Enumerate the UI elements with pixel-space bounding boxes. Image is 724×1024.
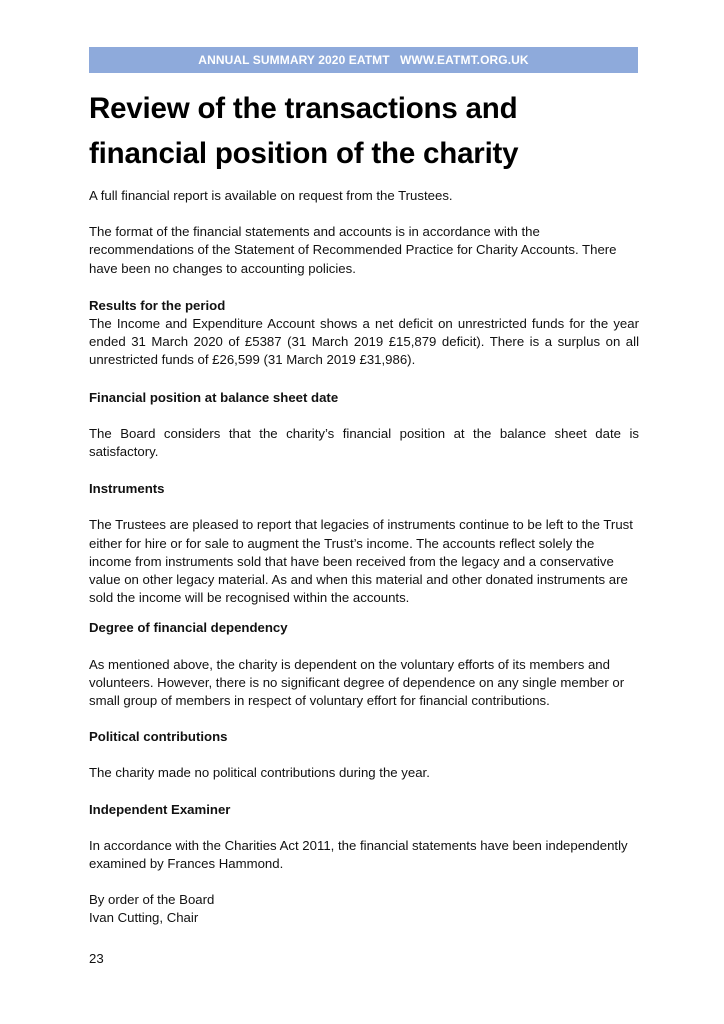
political-paragraph: The charity made no political contributions during the year. (89, 765, 430, 781)
examiner-paragraph: In accordance with the Charities Act 2011, the financial statements have been independently examined by Frances Hammond. (89, 837, 628, 872)
results-heading: Results for the period (89, 297, 226, 313)
political-heading: Political contributions (89, 729, 228, 745)
page-title: Review of the transactions and financial position of the charity (89, 92, 519, 170)
document-body (89, 86, 639, 928)
intro-paragraph-1: A full financial report is available on request from the Trustees. (89, 188, 453, 203)
results-paragraph: The Income and Expenditure Account shows a net deficit on unrestricted funds for the year ended 31 March 2020 of £5387 (31 March 2019 £15,879 deficit). There is a surplus on all unrestricted funds of £26,599 (31 March 2019 £31,986). (89, 316, 639, 368)
examiner-heading: Independent Examiner (89, 801, 231, 817)
header-banner (89, 47, 638, 73)
header-banner-text: ANNUAL SUMMARY 2020 EATMT WWW.EATMT.ORG.UK (198, 53, 529, 67)
page-number: 23 (89, 951, 104, 966)
financial-position-paragraph: The Board considers that the charity’s financial position at the balance sheet date is satisfactory. (89, 425, 639, 460)
instruments-paragraph: The Trustees are pleased to report that legacies of instruments continue to be left to the Trust either for hire or for sale to augment the Trust’s income. The accounts reflect solely the income from instruments sold that have been received from the legacy and a conservative value on other legacy material. As and when this material and other donated instruments are sold the income will be recognised within the accounts. (89, 517, 633, 606)
instruments-heading: Instruments (89, 481, 165, 497)
signoff-line-2: Ivan Cutting, Chair (89, 910, 199, 926)
dependency-heading: Degree of financial dependency (89, 620, 288, 636)
intro-paragraph-2: The format of the financial statements and accounts is in accordance with the recommendations of the Statement of Recommended Practice for Charity Accounts. There have been no changes to accounting policies. (89, 224, 617, 276)
financial-position-heading: Financial position at balance sheet date (89, 389, 339, 405)
dependency-paragraph: As mentioned above, the charity is dependent on the voluntary efforts of its members and volunteers. However, there is no significant degree of dependence on any single member or small group of members in respect of voluntary effort for financial contributions. (89, 656, 625, 709)
signoff-line-1: By order of the Board (89, 892, 215, 908)
